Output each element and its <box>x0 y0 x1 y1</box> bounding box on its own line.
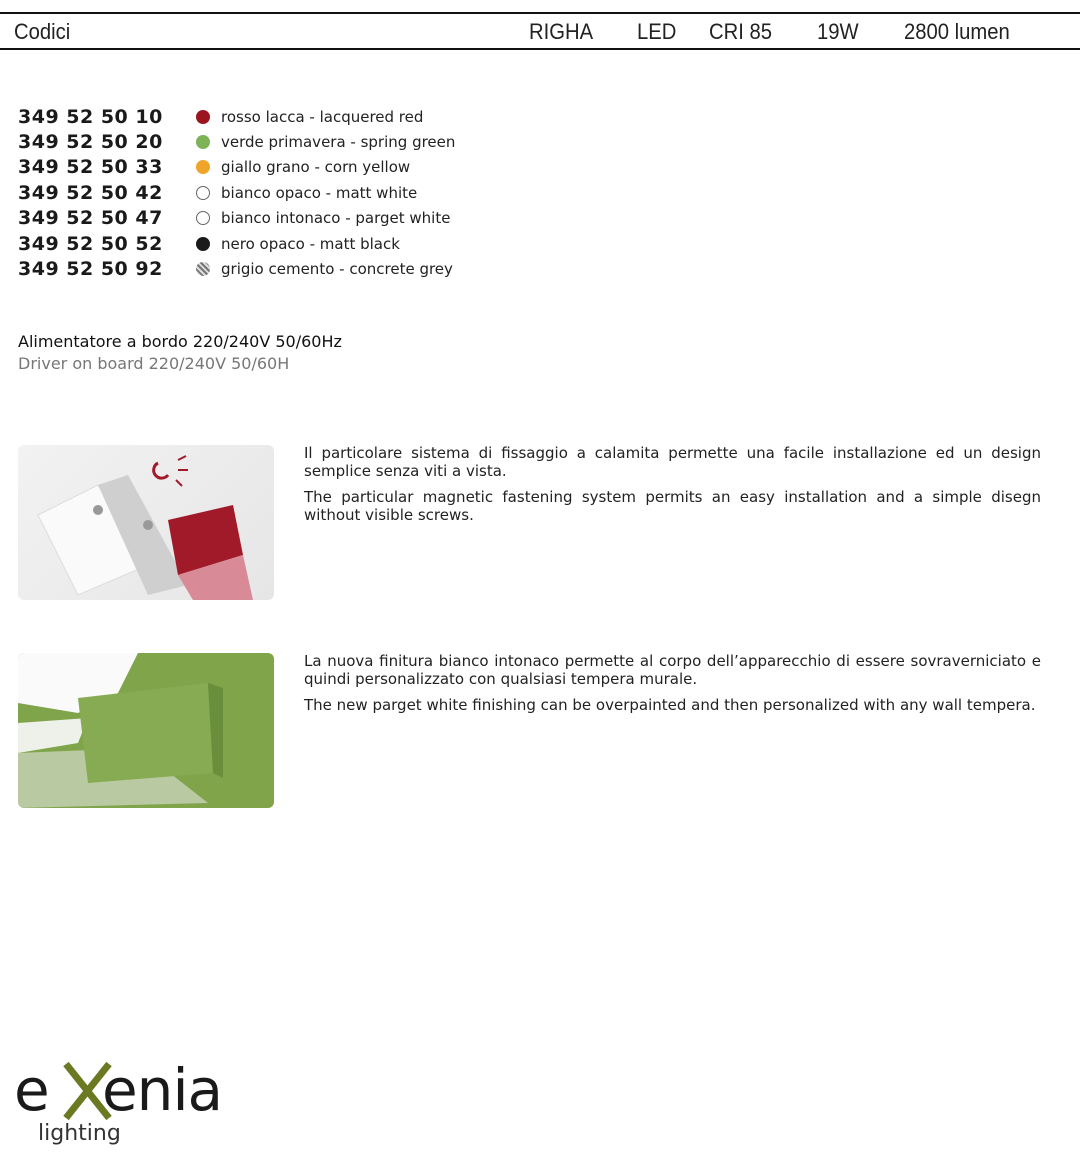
product-code: 349 52 50 92 <box>18 258 163 281</box>
driver-english: Driver on board 220/240V 50/60H <box>18 354 290 373</box>
feature-parget-text <box>304 652 1041 722</box>
color-name: grigio cemento - concrete grey <box>221 260 453 279</box>
color-swatch-icon <box>196 160 210 174</box>
exenia-logo-mark <box>14 1058 264 1153</box>
exenia-logo <box>14 1058 264 1157</box>
color-swatch-icon <box>196 211 210 225</box>
product-code: 349 52 50 33 <box>18 156 163 179</box>
code-list <box>18 104 455 282</box>
header-flux: 2800 lumen <box>904 19 1010 44</box>
magnet-icon <box>154 463 168 478</box>
code-row <box>18 155 455 180</box>
feature-english: The particular magnetic fastening system permits an easy installation and a simple disegn without visible screws. <box>304 488 1041 524</box>
svg-text:enia: enia <box>102 1058 223 1124</box>
magnet-lamp-illustration <box>18 445 274 600</box>
feature-magnetic-text <box>304 444 1041 532</box>
code-row <box>18 129 455 154</box>
feature-english: The new parget white finishing can be overpainted and then personalized with any wall tempera. <box>304 696 1036 714</box>
color-name: bianco opaco - matt white <box>221 183 418 202</box>
code-row <box>18 180 455 205</box>
parget-white-image <box>18 653 274 808</box>
header-model: RIGHA <box>529 19 594 44</box>
magnetic-fixing-image <box>18 445 274 600</box>
color-swatch-icon <box>196 262 210 276</box>
color-name: rosso lacca - lacquered red <box>221 107 424 126</box>
color-name: verde primavera - spring green <box>221 133 456 152</box>
painted-lamp-illustration <box>18 653 274 808</box>
header-bar <box>0 12 1080 50</box>
product-code: 349 52 50 10 <box>18 105 163 128</box>
color-name: bianco intonaco - parget white <box>221 209 451 228</box>
product-code: 349 52 50 20 <box>18 131 163 154</box>
header-cri: CRI 85 <box>709 19 773 44</box>
color-name: giallo grano - corn yellow <box>221 158 411 177</box>
color-name: nero opaco - matt black <box>221 234 400 253</box>
color-swatch-icon <box>196 110 210 124</box>
product-code: 349 52 50 42 <box>18 181 163 204</box>
svg-text:e: e <box>14 1058 49 1124</box>
color-swatch-icon <box>196 186 210 200</box>
code-row <box>18 104 455 129</box>
header-power: 19W <box>817 19 859 44</box>
color-swatch-icon <box>196 135 210 149</box>
svg-text:lighting: lighting <box>38 1121 121 1146</box>
driver-italian: Alimentatore a bordo 220/240V 50/60Hz <box>18 332 342 351</box>
product-code: 349 52 50 47 <box>18 207 163 230</box>
header-title: Codici <box>14 19 71 44</box>
product-code: 349 52 50 52 <box>18 232 163 255</box>
color-swatch-icon <box>196 237 210 251</box>
code-row <box>18 256 455 281</box>
code-row <box>18 206 455 231</box>
feature-italian: La nuova finitura bianco intonaco permette al corpo dell’apparecchio di essere sovraverniciato e quindi personalizzato con qualsiasi tempera murale. <box>304 652 1041 688</box>
feature-italian: Il particolare sistema di fissaggio a calamita permette una facile installazione ed un design semplice senza viti a vista. <box>304 444 1041 480</box>
header-type: LED <box>637 19 677 44</box>
code-row <box>18 231 455 256</box>
